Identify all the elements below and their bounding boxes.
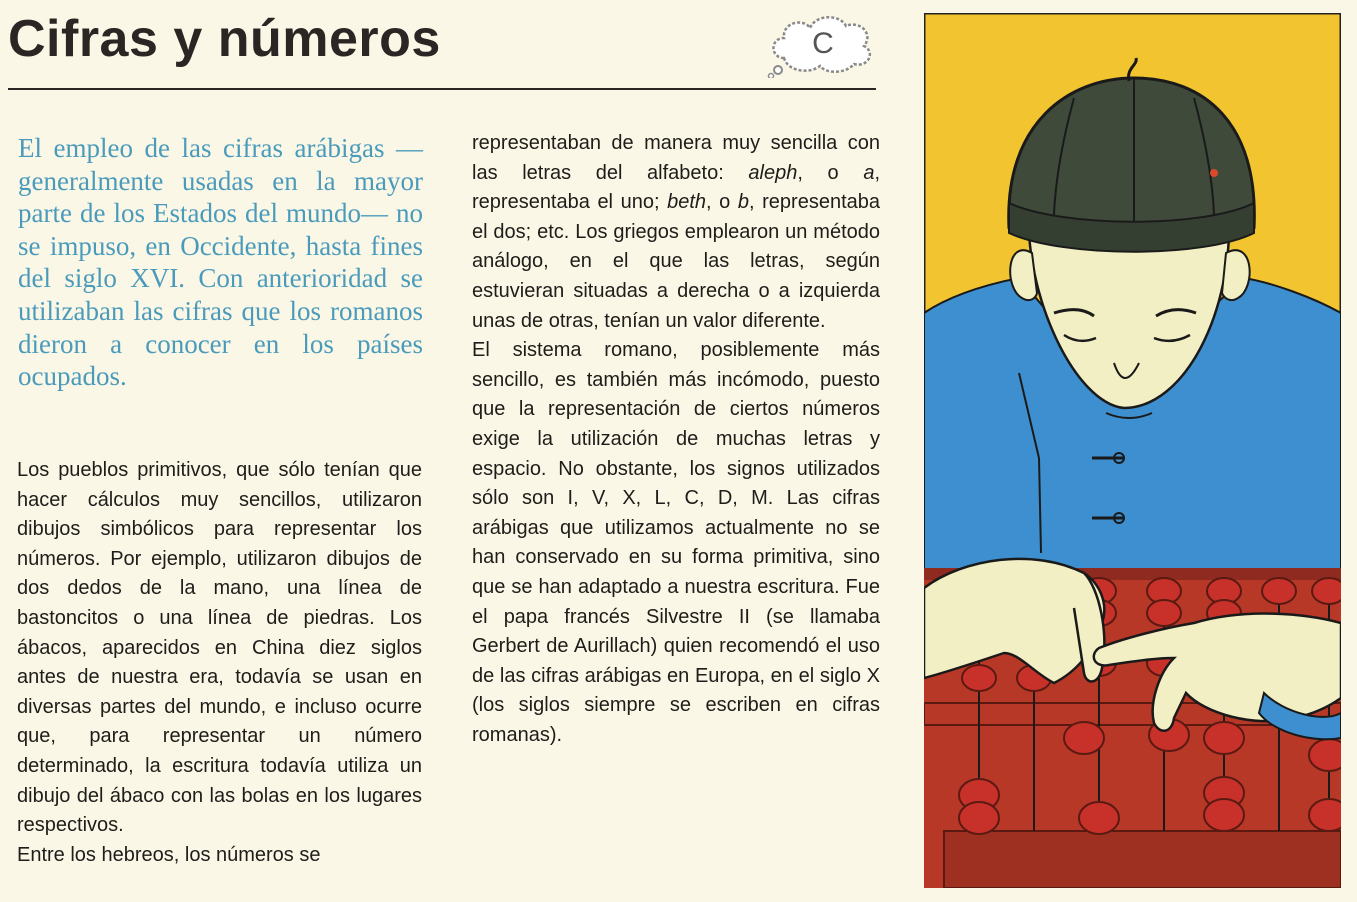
term-a: a [863, 161, 875, 184]
abacus-illustration [924, 13, 1341, 888]
body-paragraph: Los pueblos primitivos, que sólo tenían que hacer cálculos muy sencillos, utilizaron dibujos simbólicos para representar los números. Por ejemplo, utilizaron dibujos de dos dedos de la mano, una línea de bastoncitos o una línea de piedras. Los ábacos, aparecidos en China diez siglos antes de nuestra era, todavía se usan en diversas partes del mundo, e incluso ocurre que, para representar un número determinado, la escritura todavía utiliza un dibujo del ábaco con las bolas en los lugares respectivos. [17, 459, 422, 837]
text-column-2 [472, 129, 880, 750]
page-title: Cifras y números [8, 10, 441, 68]
body-paragraph: representaban de manera muy sencilla con las letras del alfabeto: aleph, o a, representaba el uno; beth, o b, representaba el dos; etc. Los griegos emplearon un método análogo, en el que las letras, según estuvieran situadas a derecha o a izquierda unas de otras, tenían un valor diferente. [472, 132, 880, 332]
term-aleph: aleph [748, 161, 798, 184]
text-column-1 [17, 456, 422, 870]
chapter-letter: C [812, 27, 834, 60]
lead-paragraph: El empleo de las cifras arábigas —generalmente usadas en la mayor parte de los Estados del mundo— no se impuso, en Occidente, hasta fines del siglo XVI. Con anterioridad se utilizaban las cifras que los romanos dieron a conocer en los países ocupados. [18, 133, 423, 392]
term-beth: beth [667, 191, 707, 214]
term-b: b [737, 191, 749, 214]
body-paragraph: Entre los hebreos, los números se [17, 843, 321, 866]
chapter-badge-cloud-icon [766, 8, 878, 78]
title-rule [8, 88, 876, 90]
body-paragraph: El sistema romano, posiblemente más sencillo, es también más incómodo, puesto que la representación de ciertos números exige la utilización de muchas letras y espacio. No obstante, los signos utilizados sólo son I, V, X, L, C, D, M. Las cifras arábigas que utilizamos actualmente no se han conservado en su forma primitiva, sino que se han adaptado a nuestra escritura. Fue el papa francés Silvestre II (se llamaba Gerbert de Aurillach) quien recomendó el uso de las cifras arábigas en Europa, en el siglo X (los siglos siempre se escriben en cifras romanas). [472, 339, 880, 746]
